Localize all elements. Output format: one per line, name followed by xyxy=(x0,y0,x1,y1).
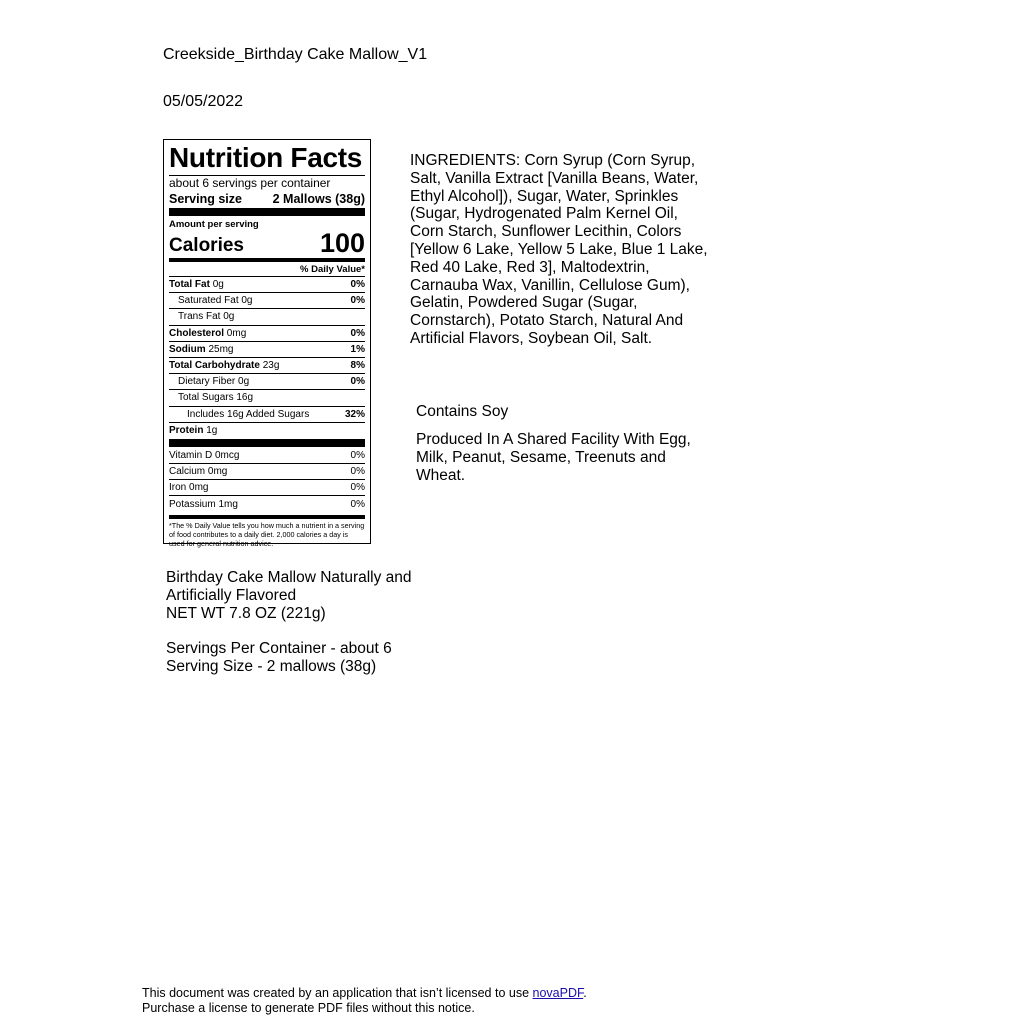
amount-per-serving: Amount per serving xyxy=(169,219,259,230)
nutrient-dv: 0% xyxy=(350,376,365,388)
nutrient-name: Dietary Fiber xyxy=(178,376,236,388)
nutrient-name: Trans Fat xyxy=(178,311,221,323)
vitamin-row-potassium xyxy=(169,496,365,512)
novapdf-link[interactable]: novaPDF xyxy=(532,986,584,1000)
product-servings-per-container: Servings Per Container - about 6 xyxy=(166,640,392,658)
notice-line2: Purchase a license to generate PDF files without this notice. xyxy=(142,1001,475,1015)
nutrition-facts-heading: Nutrition Facts xyxy=(169,142,363,173)
nutrition-footnote: *The % Daily Value tells you how much a nutrient in a serving of food contributes to a daily diet. 2,000 calories a day is used for general nutrition advice. xyxy=(169,515,365,548)
nutrient-amount: 1g xyxy=(206,425,218,437)
document-title: Creekside_Birthday Cake Mallow_V1 xyxy=(163,46,428,63)
calories-row xyxy=(169,228,365,258)
vitamin-amount: 0mcg xyxy=(214,449,240,461)
nutrient-row-saturated-fat xyxy=(169,293,365,309)
vitamin-name: Calcium xyxy=(169,466,206,478)
nutrient-amount: 25mg xyxy=(208,343,234,355)
nutrient-name: Total Carbohydrate xyxy=(169,360,260,372)
nutrient-row-cholesterol xyxy=(169,326,365,342)
nutrient-name: Total Sugars xyxy=(178,392,234,404)
nutrient-dv: 0% xyxy=(350,279,365,291)
nutrient-amount: 0g xyxy=(238,376,250,388)
facility-allergen-statement: Produced In A Shared Facility With Egg, Milk, Peanut, Sesame, Treenuts and Wheat. xyxy=(416,431,691,484)
vitamin-name: Vitamin D xyxy=(169,449,213,461)
vitamin-dv: 0% xyxy=(350,482,365,494)
nutrient-dv: 0% xyxy=(350,295,365,307)
nutrient-row-total-fat xyxy=(169,277,365,293)
nutrient-amount: 23g xyxy=(262,360,280,372)
ingredients-text: INGREDIENTS: Corn Syrup (Corn Syrup, Salt, Vanilla Extract [Vanilla Beans, Water, Ethyl Alcohol]), Sugar, Water, Sprinkles (Sugar, Hydrogenated Palm Kernel Oil, Corn Starch, Sunflower Lecithin, Colors [Yellow 6 Lake, Yellow 5 Lake, Blue 1 Lake, Red 40 Lake, Red 3], Maltodextrin, Carnauba Wax, Vanillin, Cellulose Gum), Gelatin, Powdered Sugar (Sugar, Cornstarch), Potato Starch, Natural And Artificial Flavors, Soybean Oil, Salt. xyxy=(410,152,708,347)
nutrient-dv: 0% xyxy=(350,327,365,339)
servings-per-container: about 6 servings per container xyxy=(169,175,365,191)
spacer xyxy=(166,622,412,640)
vitamin-dv: 0% xyxy=(350,466,365,478)
notice-line1 xyxy=(142,986,587,1001)
vitamin-name: Potassium xyxy=(169,499,216,511)
document-date: 05/05/2022 xyxy=(163,93,244,110)
nutrient-amount: 0g xyxy=(212,279,224,291)
product-serving-size: Serving Size - 2 mallows (38g) xyxy=(166,658,377,676)
vitamin-dv: 0% xyxy=(350,499,365,511)
notice-suffix: . xyxy=(583,986,587,1000)
nutrient-row-trans-fat xyxy=(169,309,365,325)
serving-size-label: Serving size xyxy=(169,192,242,206)
vitamin-amount: 0mg xyxy=(207,466,228,478)
nutrient-amount: 0g xyxy=(223,311,235,323)
nutrient-name: Total Fat xyxy=(169,279,210,291)
contains-allergen: Contains Soy xyxy=(416,403,509,420)
daily-value-header: % Daily Value* xyxy=(169,263,365,277)
nutrient-name: Cholesterol xyxy=(169,327,225,339)
vitamin-dv: 0% xyxy=(350,449,365,461)
vitamin-name: Iron xyxy=(169,482,187,494)
nutrient-row-total-carbohydrate xyxy=(169,358,365,374)
vitamin-amount: 0mg xyxy=(189,482,209,494)
nutrient-dv: 8% xyxy=(350,360,365,372)
product-description-line1: Birthday Cake Mallow Naturally and xyxy=(166,569,412,586)
vitamin-row-iron xyxy=(169,480,365,496)
nutrient-amount: 0mg xyxy=(226,327,247,339)
net-weight: NET WT 7.8 OZ (221g) xyxy=(166,604,326,622)
vitamin-row-vitamin-d xyxy=(169,448,365,464)
serving-size-value: 2 Mallows (38g) xyxy=(272,192,365,206)
nutrient-row-total-sugars xyxy=(169,390,365,406)
nutrient-row-protein xyxy=(169,423,365,439)
nutrient-name: Sodium xyxy=(169,343,206,355)
product-info-block xyxy=(166,569,412,676)
divider-thick xyxy=(169,208,365,216)
nutrient-name: Includes 16g Added Sugars xyxy=(187,408,310,420)
nutrient-row-sodium xyxy=(169,342,365,358)
nutrient-row-added-sugars xyxy=(169,407,365,423)
nutrient-dv: 1% xyxy=(350,343,365,355)
nutrition-facts-panel xyxy=(163,139,371,548)
product-description-line2: Artificially Flavored xyxy=(166,586,297,604)
serving-size-row xyxy=(169,191,365,207)
nutrient-name: Saturated Fat xyxy=(178,295,239,307)
license-notice xyxy=(142,986,587,1016)
notice-prefix: This document was created by an application that isn’t licensed to use xyxy=(142,986,533,1000)
nutrient-dv: 32% xyxy=(344,408,365,420)
vitamin-amount: 1mg xyxy=(218,499,238,511)
nutrient-name: Protein xyxy=(169,425,204,437)
calories-value: 100 xyxy=(319,228,365,258)
nutrient-amount: 0g xyxy=(241,295,253,307)
nutrient-amount: 16g xyxy=(236,392,254,404)
nutrient-row-dietary-fiber xyxy=(169,374,365,390)
calories-label: Calories xyxy=(169,235,244,256)
divider-thick xyxy=(169,439,365,447)
divider-medium xyxy=(169,258,365,262)
vitamin-row-calcium xyxy=(169,464,365,480)
